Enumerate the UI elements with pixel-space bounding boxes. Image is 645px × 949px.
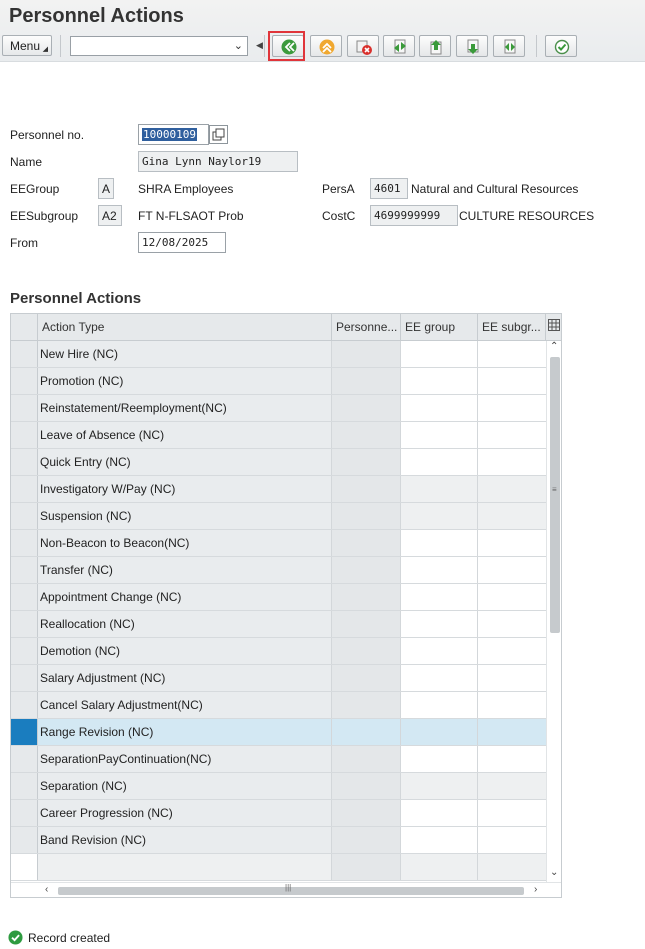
- column-header-personnel[interactable]: Personne...: [332, 314, 401, 341]
- personnel-cell: [332, 827, 401, 853]
- select-all-header[interactable]: [11, 314, 38, 341]
- table-row[interactable]: [11, 665, 546, 692]
- table-row[interactable]: [11, 503, 546, 530]
- toolbar-separator: [60, 35, 61, 57]
- menu-button-label: Menu: [10, 39, 41, 53]
- personnel-no-label: Personnel no.: [10, 128, 85, 142]
- personnel-cell: [332, 638, 401, 664]
- success-check-icon: [8, 930, 23, 945]
- column-header-action-type[interactable]: Action Type: [38, 314, 332, 341]
- previous-screen-button[interactable]: [310, 35, 342, 57]
- scroll-right-icon[interactable]: ›: [534, 884, 538, 895]
- table-row[interactable]: [11, 449, 546, 476]
- actions-table: [10, 313, 562, 898]
- status-message: Record created: [28, 931, 111, 945]
- menu-button[interactable]: [2, 35, 52, 56]
- row-selector[interactable]: [11, 773, 38, 799]
- row-selector[interactable]: [11, 611, 38, 637]
- ee-subgroup-cell[interactable]: [478, 800, 546, 826]
- row-selector[interactable]: [11, 449, 38, 475]
- action-type-cell: Promotion (NC): [38, 368, 332, 394]
- action-type-cell: Leave of Absence (NC): [38, 422, 332, 448]
- row-selector[interactable]: [11, 719, 38, 745]
- costc-text: CULTURE RESOURCES: [459, 209, 595, 223]
- personnel-cell: [332, 611, 401, 637]
- ee-group-cell: [401, 854, 478, 880]
- menu-dropdown-icon: ◢: [42, 46, 48, 53]
- personnel-cell: [332, 368, 401, 394]
- highlight-frame: [268, 31, 305, 61]
- action-type-cell: Range Revision (NC): [38, 719, 332, 745]
- personnel-cell: [332, 773, 401, 799]
- save-check-icon: [554, 39, 570, 55]
- ee-group-cell[interactable]: [401, 530, 478, 556]
- ee-subgroup-cell: [478, 773, 546, 799]
- ee-subgroup-cell[interactable]: [478, 422, 546, 448]
- copy-icon: [210, 126, 227, 143]
- row-selector[interactable]: [11, 638, 38, 664]
- personnel-cell: [332, 530, 401, 556]
- green-swap-icon: [392, 39, 408, 55]
- persa-label: PersA: [322, 182, 355, 196]
- eegroup-code-field: A: [98, 178, 114, 199]
- personnel-cell: [332, 449, 401, 475]
- ee-group-cell[interactable]: [401, 449, 478, 475]
- ee-subgroup-cell[interactable]: [478, 449, 546, 475]
- table-row[interactable]: [11, 800, 546, 827]
- refresh-button[interactable]: [493, 35, 525, 57]
- scroll-left-icon[interactable]: ‹: [45, 884, 49, 895]
- personnel-cell: [332, 584, 401, 610]
- action-type-cell: Separation (NC): [38, 773, 332, 799]
- row-selector[interactable]: [11, 557, 38, 583]
- ee-subgroup-cell[interactable]: [478, 719, 546, 745]
- personnel-cell: [332, 395, 401, 421]
- green-upload-icon: [428, 39, 444, 55]
- eesubgroup-text: FT N-FLSAOT Prob: [138, 209, 244, 223]
- eesubgroup-code-field: A2: [98, 205, 122, 226]
- ee-group-cell[interactable]: [401, 422, 478, 448]
- costc-label: CostC: [322, 209, 356, 223]
- vertical-scroll-thumb[interactable]: [550, 357, 560, 633]
- ee-group-cell[interactable]: [401, 746, 478, 772]
- row-selector[interactable]: [11, 476, 38, 502]
- table-row[interactable]: [11, 611, 546, 638]
- row-selector[interactable]: [11, 584, 38, 610]
- row-selector[interactable]: [11, 395, 38, 421]
- ee-group-cell[interactable]: [401, 827, 478, 853]
- transfer-button[interactable]: [383, 35, 415, 57]
- ee-subgroup-cell[interactable]: [478, 611, 546, 637]
- ee-subgroup-cell[interactable]: [478, 530, 546, 556]
- table-row[interactable]: [11, 476, 546, 503]
- green-refresh-icon: [502, 39, 518, 55]
- eesubgroup-label: EESubgroup: [10, 209, 79, 223]
- row-selector[interactable]: [11, 800, 38, 826]
- ee-group-cell[interactable]: [401, 638, 478, 664]
- personnel-cell: [332, 800, 401, 826]
- ee-subgroup-cell: [478, 476, 546, 502]
- from-date-field[interactable]: 12/08/2025: [138, 232, 226, 253]
- table-row[interactable]: [11, 395, 546, 422]
- delete-red-x-icon: [356, 39, 372, 55]
- ee-group-cell: [401, 503, 478, 529]
- ee-subgroup-cell[interactable]: [478, 746, 546, 772]
- name-field: Gina Lynn Naylor19: [138, 151, 298, 172]
- personnel-cell: [332, 854, 401, 880]
- matchcode-button[interactable]: [209, 125, 228, 144]
- personnel-cell: [332, 341, 401, 367]
- scroll-up-icon[interactable]: ⌃: [550, 341, 559, 352]
- table-row[interactable]: [11, 584, 546, 611]
- table-row[interactable]: [11, 530, 546, 557]
- ee-subgroup-cell[interactable]: [478, 395, 546, 421]
- row-selector[interactable]: [11, 530, 38, 556]
- ee-group-cell: [401, 476, 478, 502]
- row-selector[interactable]: [11, 827, 38, 853]
- ee-group-cell[interactable]: [401, 341, 478, 367]
- ee-group-cell[interactable]: [401, 557, 478, 583]
- row-selector[interactable]: [11, 422, 38, 448]
- table-row[interactable]: [11, 746, 546, 773]
- table-row[interactable]: [11, 827, 546, 854]
- row-selector[interactable]: [11, 692, 38, 718]
- chevron-down-icon[interactable]: ⌄: [233, 40, 243, 52]
- ee-group-cell[interactable]: [401, 611, 478, 637]
- toolbar-separator: [264, 35, 265, 57]
- personnel-cell: [332, 422, 401, 448]
- personnel-cell: [332, 665, 401, 691]
- action-type-cell: SeparationPayContinuation(NC): [38, 746, 332, 772]
- check-button[interactable]: [545, 35, 577, 57]
- ee-group-cell[interactable]: [401, 584, 478, 610]
- action-type-cell: Appointment Change (NC): [38, 584, 332, 610]
- from-label: From: [10, 236, 38, 250]
- personnel-cell: [332, 503, 401, 529]
- personnel-cell: [332, 746, 401, 772]
- personnel-cell: [332, 692, 401, 718]
- action-type-cell: Salary Adjustment (NC): [38, 665, 332, 691]
- scroll-grip-icon: |||: [285, 883, 292, 892]
- upload-button[interactable]: [419, 35, 451, 57]
- command-field[interactable]: [70, 36, 248, 56]
- action-type-cell: Non-Beacon to Beacon(NC): [38, 530, 332, 556]
- orange-up-arrows-icon: [319, 39, 335, 55]
- column-header-ee-group[interactable]: EE group: [401, 314, 478, 341]
- column-settings-button[interactable]: [546, 314, 562, 341]
- row-selector[interactable]: [11, 368, 38, 394]
- action-type-cell: [38, 854, 332, 880]
- row-selector[interactable]: [11, 665, 38, 691]
- name-label: Name: [10, 155, 43, 169]
- ee-subgroup-cell: [478, 503, 546, 529]
- ee-subgroup-cell[interactable]: [478, 665, 546, 691]
- action-type-cell: Cancel Salary Adjustment(NC): [38, 692, 332, 718]
- table-row[interactable]: [11, 692, 546, 719]
- column-header-ee-subgroup[interactable]: EE subgr...: [478, 314, 546, 341]
- action-type-cell: New Hire (NC): [38, 341, 332, 367]
- ee-subgroup-cell[interactable]: [478, 557, 546, 583]
- personnel-no-field[interactable]: [138, 124, 209, 145]
- table-row[interactable]: [11, 773, 546, 800]
- ee-group-cell[interactable]: [401, 692, 478, 718]
- persa-code-field: 4601: [370, 178, 408, 199]
- collapse-toolbar-icon[interactable]: ◀: [256, 40, 263, 50]
- ee-group-cell[interactable]: [401, 395, 478, 421]
- download-button[interactable]: [456, 35, 488, 57]
- row-selector[interactable]: [11, 503, 38, 529]
- action-type-cell: Reallocation (NC): [38, 611, 332, 637]
- action-type-cell: Suspension (NC): [38, 503, 332, 529]
- table-header: [11, 314, 562, 341]
- action-type-cell: Quick Entry (NC): [38, 449, 332, 475]
- scroll-down-icon[interactable]: ⌄: [550, 867, 559, 878]
- eegroup-text: SHRA Employees: [138, 182, 234, 196]
- ee-subgroup-cell[interactable]: [478, 692, 546, 718]
- title-bar: [0, 0, 645, 62]
- scroll-grip-icon: ≡: [552, 485, 557, 494]
- green-download-icon: [465, 39, 481, 55]
- vertical-scrollbar[interactable]: [546, 341, 562, 882]
- ee-subgroup-cell[interactable]: [478, 827, 546, 853]
- ee-group-cell[interactable]: [401, 800, 478, 826]
- section-title: Personnel Actions: [10, 290, 142, 307]
- personnel-no-value: 10000109: [143, 128, 196, 141]
- ee-group-cell: [401, 773, 478, 799]
- ee-group-cell[interactable]: [401, 665, 478, 691]
- action-type-cell: Career Progression (NC): [38, 800, 332, 826]
- row-selector[interactable]: [11, 746, 38, 772]
- personnel-cell: [332, 557, 401, 583]
- action-type-cell: Investigatory W/Pay (NC): [38, 476, 332, 502]
- ee-subgroup-cell[interactable]: [478, 584, 546, 610]
- action-type-cell: Demotion (NC): [38, 638, 332, 664]
- ee-subgroup-cell: [478, 854, 546, 880]
- ee-group-cell[interactable]: [401, 719, 478, 745]
- row-selector[interactable]: [11, 854, 38, 880]
- toolbar-separator: [536, 35, 537, 57]
- cancel-button[interactable]: [347, 35, 379, 57]
- ee-subgroup-cell[interactable]: [478, 341, 546, 367]
- ee-group-cell[interactable]: [401, 368, 478, 394]
- eegroup-label: EEGroup: [10, 182, 60, 196]
- table-row[interactable]: [11, 638, 546, 665]
- personnel-cell: [332, 719, 401, 745]
- costc-code-field: 4699999999: [370, 205, 458, 226]
- table-row[interactable]: [11, 719, 546, 746]
- action-type-cell: Band Revision (NC): [38, 827, 332, 853]
- ee-subgroup-cell[interactable]: [478, 368, 546, 394]
- persa-text: Natural and Cultural Resources: [411, 182, 579, 196]
- table-row[interactable]: [11, 368, 546, 395]
- table-row[interactable]: [11, 341, 546, 368]
- table-row[interactable]: [11, 854, 546, 881]
- ee-subgroup-cell[interactable]: [478, 638, 546, 664]
- table-row[interactable]: [11, 557, 546, 584]
- row-selector[interactable]: [11, 341, 38, 367]
- personnel-cell: [332, 476, 401, 502]
- action-type-cell: Reinstatement/Reemployment(NC): [38, 395, 332, 421]
- horizontal-scrollbar[interactable]: [11, 882, 562, 898]
- page-title: Personnel Actions: [9, 5, 184, 27]
- table-row[interactable]: [11, 422, 546, 449]
- table-settings-icon: [548, 319, 560, 331]
- action-type-cell: Transfer (NC): [38, 557, 332, 583]
